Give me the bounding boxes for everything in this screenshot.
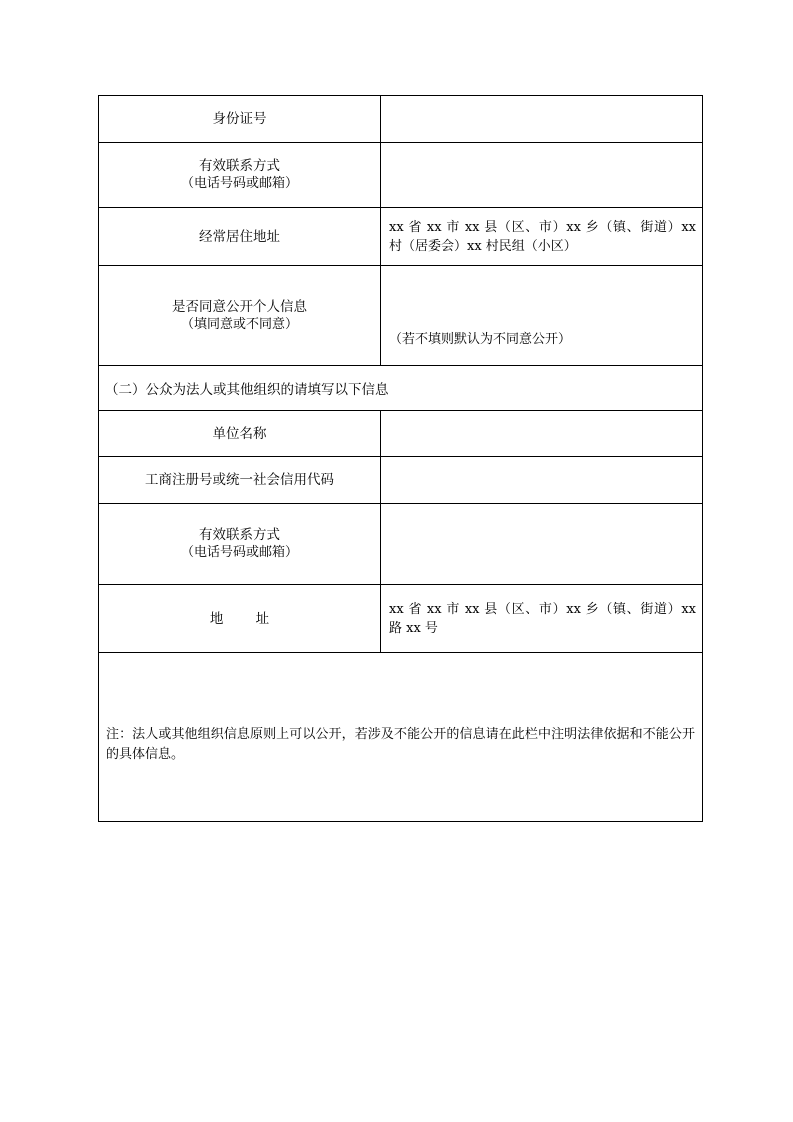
org-name-label-cell (99, 411, 381, 456)
info-form-table (98, 95, 703, 822)
residence-label: 经常居住地址 (199, 228, 280, 245)
org-address-field[interactable]: xx 省 xx 市 xx 县（区、市）xx 乡（镇、街道）xx 路 xx 号 (389, 601, 696, 636)
residence-label-cell (99, 208, 381, 265)
consent-label: 是否同意公开个人信息 (172, 298, 307, 315)
org-address-label-cell (99, 585, 381, 652)
note-row (99, 653, 702, 823)
org-address-label: 地 址 (209, 610, 270, 627)
id-number-label: 身份证号 (212, 111, 267, 127)
id-number-field[interactable] (381, 96, 702, 142)
consent-label-cell (99, 266, 381, 365)
org-name-field[interactable] (381, 411, 702, 456)
consent-row (99, 266, 702, 366)
id-number-label-cell (99, 96, 381, 142)
org-contact-field[interactable] (381, 504, 702, 584)
org-code-label: 工商注册号或统一社会信用代码 (145, 472, 334, 488)
residence-row (99, 208, 702, 266)
note-text: 注：法人或其他组织信息原则上可以公开，若涉及不能公开的信息请在此栏中注明法律依据和不能公开的具体信息。 (106, 727, 695, 762)
consent-field[interactable] (381, 266, 702, 365)
section2-heading: （二）公众为法人或其他组织的请填写以下信息 (105, 382, 389, 398)
org-name-row (99, 411, 702, 457)
contact-field[interactable] (381, 143, 702, 207)
residence-field[interactable]: xx 省 xx 市 xx 县（区、市）xx 乡（镇、街道）xx 村（居委会）xx 村民组（小区） (389, 219, 696, 254)
section2-heading-row (99, 366, 702, 411)
org-code-row (99, 457, 702, 504)
org-contact-label-cell (99, 504, 381, 584)
contact-label: 有效联系方式 (199, 158, 280, 174)
org-contact-label: 有效联系方式 (199, 527, 280, 543)
contact-sublabel: （电话号码或邮箱） (180, 176, 298, 191)
id-number-row (99, 96, 702, 143)
org-name-label: 单位名称 (212, 425, 267, 442)
org-contact-row (99, 504, 702, 585)
contact-row (99, 143, 702, 208)
org-address-row (99, 585, 702, 653)
org-code-field[interactable] (381, 457, 702, 503)
consent-hint: （若不填则默认为不同意公开） (389, 332, 572, 347)
org-contact-sublabel: （电话号码或邮箱） (180, 545, 298, 560)
contact-label-cell (99, 143, 381, 207)
org-code-label-cell (99, 457, 381, 503)
consent-sublabel: （填同意或不同意） (180, 316, 298, 332)
